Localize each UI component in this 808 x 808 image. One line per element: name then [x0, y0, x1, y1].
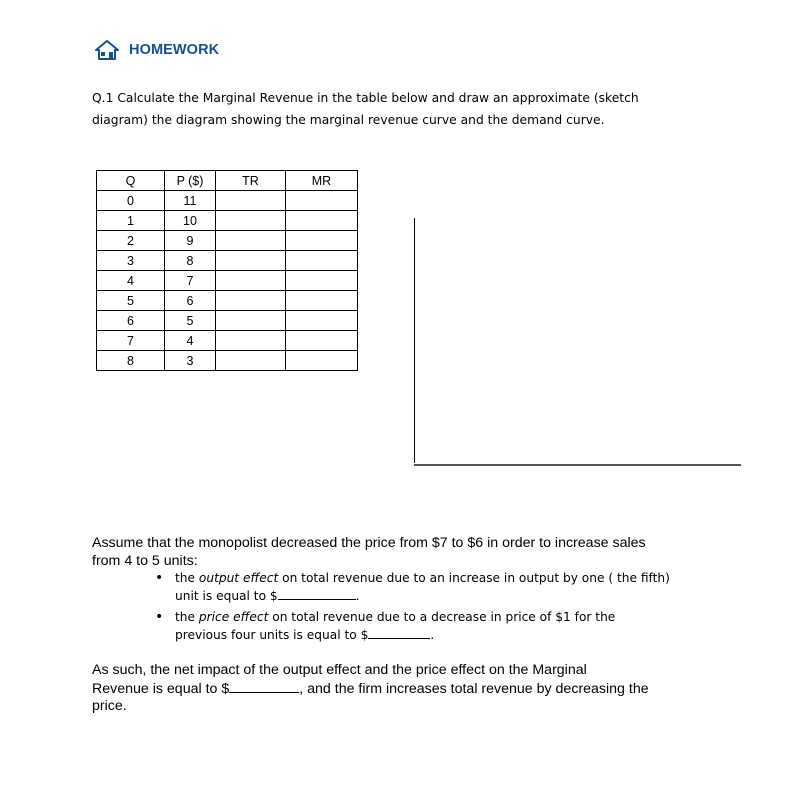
cell-tr[interactable] [216, 211, 286, 231]
list-item-price-effect [155, 609, 715, 644]
header-q: Q [97, 171, 165, 191]
cell-mr[interactable] [286, 311, 358, 331]
table-row [97, 311, 358, 331]
cell-price: 4 [165, 331, 216, 351]
cell-mr[interactable] [286, 351, 358, 371]
bullet-icon: • [155, 570, 164, 586]
cell-q: 8 [97, 351, 165, 371]
header-tr: TR [216, 171, 286, 191]
net-line: price. [92, 698, 127, 714]
revenue-table [96, 170, 358, 371]
answer-blank-marginal-revenue[interactable] [229, 680, 299, 693]
cell-price: 10 [165, 211, 216, 231]
table-row [97, 351, 358, 371]
table-row [97, 211, 358, 231]
question-line: diagram) the diagram showing the marginal revenue curve and the demand curve. [92, 113, 605, 127]
net-line: As such, the net impact of the output effect and the price effect on the Marginal [92, 662, 587, 678]
table-row [97, 291, 358, 311]
cell-q: 2 [97, 231, 165, 251]
effect-term: price effect [198, 610, 269, 624]
cell-q: 3 [97, 251, 165, 271]
effect-text: . [355, 589, 360, 603]
header [95, 40, 219, 60]
question-line: Q.1 Calculate the Marginal Revenue in the table below and draw an approximate (sketch [92, 91, 639, 105]
sketch-graph-area[interactable] [414, 218, 742, 466]
effect-term: output effect [198, 571, 279, 585]
page-title: HOMEWORK [129, 42, 220, 58]
assumption-line: from 4 to 5 units: [92, 553, 198, 569]
assumption-line: Assume that the monopolist decreased the price from $7 to $6 in order to increase sales [92, 535, 646, 551]
cell-mr[interactable] [286, 271, 358, 291]
cell-q: 0 [97, 191, 165, 211]
cell-q: 6 [97, 311, 165, 331]
y-axis [414, 218, 415, 463]
cell-price: 8 [165, 251, 216, 271]
list-item-output-effect [155, 570, 715, 605]
cell-tr[interactable] [216, 231, 286, 251]
header-price: P ($) [165, 171, 216, 191]
cell-tr[interactable] [216, 251, 286, 271]
cell-mr[interactable] [286, 231, 358, 251]
table-row [97, 251, 358, 271]
answer-blank-price-effect[interactable] [368, 626, 430, 639]
cell-mr[interactable] [286, 251, 358, 271]
cell-mr[interactable] [286, 331, 358, 351]
cell-price: 9 [165, 231, 216, 251]
net-text: , and the firm increases total revenue by decreasing the [299, 680, 649, 697]
x-axis [414, 464, 741, 466]
cell-price: 5 [165, 311, 216, 331]
effect-text: unit is equal to $ [175, 589, 278, 603]
header-mr: MR [286, 171, 358, 191]
cell-tr[interactable] [216, 351, 286, 371]
cell-q: 5 [97, 291, 165, 311]
table-header-row [97, 171, 358, 191]
net-line [92, 680, 732, 699]
cell-mr[interactable] [286, 191, 358, 211]
cell-price: 6 [165, 291, 216, 311]
cell-price: 11 [165, 191, 216, 211]
net-impact-text [92, 662, 732, 716]
home-icon [95, 40, 119, 60]
cell-price: 7 [165, 271, 216, 291]
effect-text: the [175, 610, 199, 624]
cell-tr[interactable] [216, 191, 286, 211]
effect-text: . [430, 628, 435, 642]
cell-tr[interactable] [216, 271, 286, 291]
table-row [97, 331, 358, 351]
net-text: Revenue is equal to $ [92, 680, 230, 697]
bullet-icon: • [155, 609, 164, 625]
cell-price: 3 [165, 351, 216, 371]
assumption-text [92, 534, 732, 570]
table-row [97, 191, 358, 211]
cell-mr[interactable] [286, 291, 358, 311]
cell-tr[interactable] [216, 291, 286, 311]
cell-q: 1 [97, 211, 165, 231]
cell-q: 4 [97, 271, 165, 291]
cell-mr[interactable] [286, 211, 358, 231]
cell-tr[interactable] [216, 311, 286, 331]
question-text [92, 87, 732, 131]
cell-tr[interactable] [216, 331, 286, 351]
effect-text: previous four units is equal to $ [175, 628, 369, 642]
effects-list [155, 570, 715, 648]
cell-q: 7 [97, 331, 165, 351]
answer-blank-output-effect[interactable] [278, 587, 356, 600]
effect-text: on total revenue due to an increase in output by one ( the fifth) [278, 571, 670, 585]
table-row [97, 231, 358, 251]
effect-text: the [175, 571, 199, 585]
effect-text: on total revenue due to a decrease in price of $1 for the [268, 610, 616, 624]
table-row [97, 271, 358, 291]
